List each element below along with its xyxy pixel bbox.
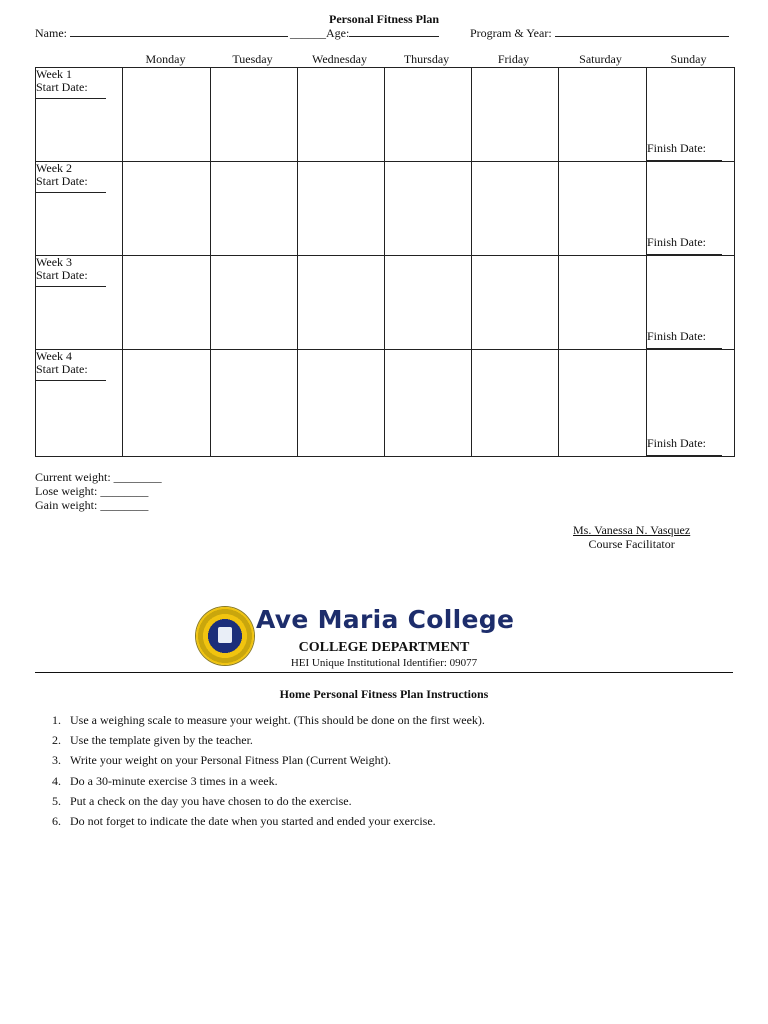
day-header: Monday — [145, 52, 186, 66]
week-label: Week 2 — [36, 161, 73, 175]
day-cell[interactable] — [123, 68, 211, 162]
finish-date — [647, 330, 723, 349]
letterhead-divider — [35, 672, 733, 673]
institution-identifier: HEI Unique Institutional Identifier: 09077 — [290, 657, 478, 669]
day-cell[interactable] — [559, 350, 647, 457]
day-cell[interactable] — [385, 350, 472, 457]
finish-date-blank — [647, 249, 722, 255]
college-name: Ave Maria College — [256, 605, 515, 634]
age-field — [290, 25, 439, 41]
day-cell[interactable] — [647, 68, 735, 162]
day-cell[interactable] — [123, 256, 211, 350]
weight-section — [35, 470, 162, 512]
week-label-cell — [36, 256, 123, 350]
current-weight: Current weight: ________ — [35, 470, 162, 484]
finish-date-blank — [647, 343, 722, 349]
week-label-cell — [36, 68, 123, 162]
finish-date-blank — [647, 450, 722, 456]
finish-date — [647, 142, 723, 161]
finish-date-blank — [647, 155, 722, 161]
start-date-label: Start Date: — [36, 80, 88, 94]
day-cell[interactable] — [211, 68, 298, 162]
day-cell[interactable] — [211, 350, 298, 457]
gain-weight: Gain weight: ________ — [35, 498, 149, 512]
instructions-list — [52, 713, 485, 834]
day-cell[interactable] — [472, 256, 559, 350]
day-cell[interactable] — [647, 256, 735, 350]
start-date-label: Start Date: — [36, 362, 88, 376]
start-date-blank — [36, 188, 106, 193]
day-cell[interactable] — [472, 68, 559, 162]
day-cell[interactable] — [123, 350, 211, 457]
instructions-title: Home Personal Fitness Plan Instructions — [279, 687, 489, 701]
name-field — [35, 25, 288, 41]
week-row — [36, 256, 735, 350]
list-item: 4. Do a 30-minute exercise 3 times in a week. — [52, 773, 278, 788]
week-label: Week 4 — [36, 349, 73, 363]
start-date-blank — [36, 282, 106, 287]
week-label-cell — [36, 350, 123, 457]
program-year-blank — [555, 25, 729, 37]
day-cell[interactable] — [211, 256, 298, 350]
day-header: Saturday — [579, 52, 622, 66]
day-cell[interactable] — [472, 350, 559, 457]
name-blank — [70, 25, 288, 37]
document-title: Personal Fitness Plan — [329, 12, 439, 26]
start-date-label: Start Date: — [36, 268, 88, 282]
day-cell[interactable] — [298, 256, 385, 350]
day-cell[interactable] — [211, 162, 298, 256]
age-blank — [349, 25, 439, 37]
day-cell[interactable] — [385, 256, 472, 350]
finish-date — [647, 437, 723, 456]
start-date-blank — [36, 94, 106, 99]
week-label: Week 3 — [36, 255, 73, 269]
finish-date-label: Finish Date: — [647, 141, 706, 155]
week-label: Week 1 — [36, 67, 73, 81]
week-row — [36, 162, 735, 256]
week-row — [36, 350, 735, 457]
list-item: 3. Write your weight on your Personal Fitness Plan (Current Weight). — [52, 753, 391, 768]
day-cell[interactable] — [559, 256, 647, 350]
finish-date — [647, 236, 723, 255]
day-cell[interactable] — [647, 350, 735, 457]
list-item: 5. Put a check on the day you have chosen to do the exercise. — [52, 793, 352, 808]
facilitator-role: Course Facilitator — [588, 537, 675, 551]
name-label: Name: — [35, 26, 67, 40]
list-item: 1. Use a weighing scale to measure your weight. (This should be done on the first week). — [52, 713, 485, 727]
day-cell[interactable] — [559, 68, 647, 162]
day-cell[interactable] — [298, 162, 385, 256]
day-cell[interactable] — [472, 162, 559, 256]
finish-date-label: Finish Date: — [647, 329, 706, 343]
list-item: 6. Do not forget to indicate the date when you started and ended your exercise. — [52, 813, 436, 828]
day-cell[interactable] — [298, 68, 385, 162]
day-cell[interactable] — [559, 162, 647, 256]
day-header: Wednesday — [311, 52, 367, 66]
finish-date-label: Finish Date: — [647, 436, 706, 450]
week-label-cell — [36, 162, 123, 256]
day-cell[interactable] — [298, 350, 385, 457]
program-year-field — [470, 25, 729, 41]
list-item: 2. Use the template given by the teacher. — [52, 733, 253, 748]
department-name: COLLEGE DEPARTMENT — [298, 640, 470, 655]
day-header-row — [35, 52, 733, 66]
lose-weight: Lose weight: ________ — [35, 484, 149, 498]
age-label: ______Age: — [290, 26, 350, 40]
weekly-plan-table — [35, 67, 735, 457]
day-header: Friday — [497, 52, 530, 66]
week-row — [36, 68, 735, 162]
day-cell[interactable] — [123, 162, 211, 256]
day-cell[interactable] — [385, 68, 472, 162]
day-header: Sunday — [670, 52, 707, 66]
start-date-label: Start Date: — [36, 174, 88, 188]
facilitator-name: Ms. Vanessa N. Vasquez — [573, 523, 691, 537]
finish-date-label: Finish Date: — [647, 235, 706, 249]
program-year-label: Program & Year: — [470, 26, 552, 40]
start-date-blank — [36, 376, 106, 381]
day-header: Tuesday — [232, 52, 273, 66]
day-cell[interactable] — [647, 162, 735, 256]
day-cell[interactable] — [385, 162, 472, 256]
signature-block — [573, 523, 690, 551]
day-header: Thursday — [403, 52, 450, 66]
